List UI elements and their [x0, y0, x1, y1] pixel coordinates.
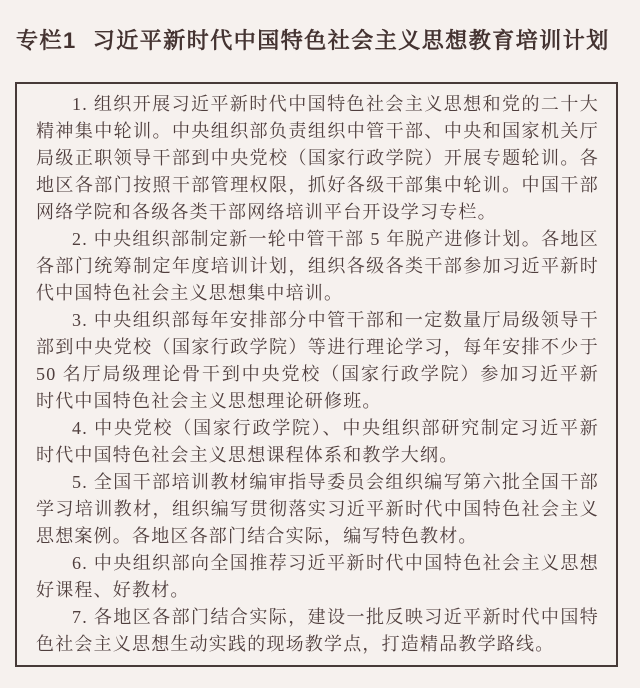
- column-item-6: 6. 中央组织部向全国推荐习近平新时代中国特色社会主义思想好课程、好教材。: [36, 553, 599, 600]
- column-title-text: 习近平新时代中国特色社会主义思想教育培训计划: [92, 28, 610, 53]
- column-box: [15, 82, 618, 667]
- column-item-1: 1. 组织开展习近平新时代中国特色社会主义思想和党的二十大精神集中轮训。中央组织部负责组织中管干部、中央和国家机关厅局级正职领导干部到中央党校（国家行政学院）开展专题轮训。各地区各部门按照干部管理权限，抓好各级干部集中轮训。中国干部网络学院和各级各类干部网络培训平台开设学习专栏。: [36, 94, 599, 222]
- column-item-2: 2. 中央组织部制定新一轮中管干部 5 年脱产进修计划。各地区各部门统筹制定年度培训计划，组织各级各类干部参加习近平新时代中国特色社会主义思想集中培训。: [36, 229, 599, 303]
- column-title-number: 专栏1: [16, 28, 77, 53]
- column-item-4: 4. 中央党校（国家行政学院）、中央组织部研究制定习近平新时代中国特色社会主义思想课程体系和教学大纲。: [36, 418, 599, 465]
- column-title: [16, 26, 626, 56]
- column-item-3: 3. 中央组织部每年安排部分中管干部和一定数量厅局级领导干部到中央党校（国家行政学院）等进行理论学习，每年安排不少于 50 名厅局级理论骨干到中央党校（国家行政学院）参加习近平新时代中国特色社会主义思想理论研修班。: [36, 310, 599, 411]
- column-item-5: 5. 全国干部培训教材编审指导委员会组织编写第六批全国干部学习培训教材，组织编写贯彻落实习近平新时代中国特色社会主义思想案例。各地区各部门结合实际，编写特色教材。: [36, 472, 599, 546]
- column-item-7: 7. 各地区各部门结合实际，建设一批反映习近平新时代中国特色社会主义思想生动实践的现场教学点，打造精品教学路线。: [36, 607, 599, 654]
